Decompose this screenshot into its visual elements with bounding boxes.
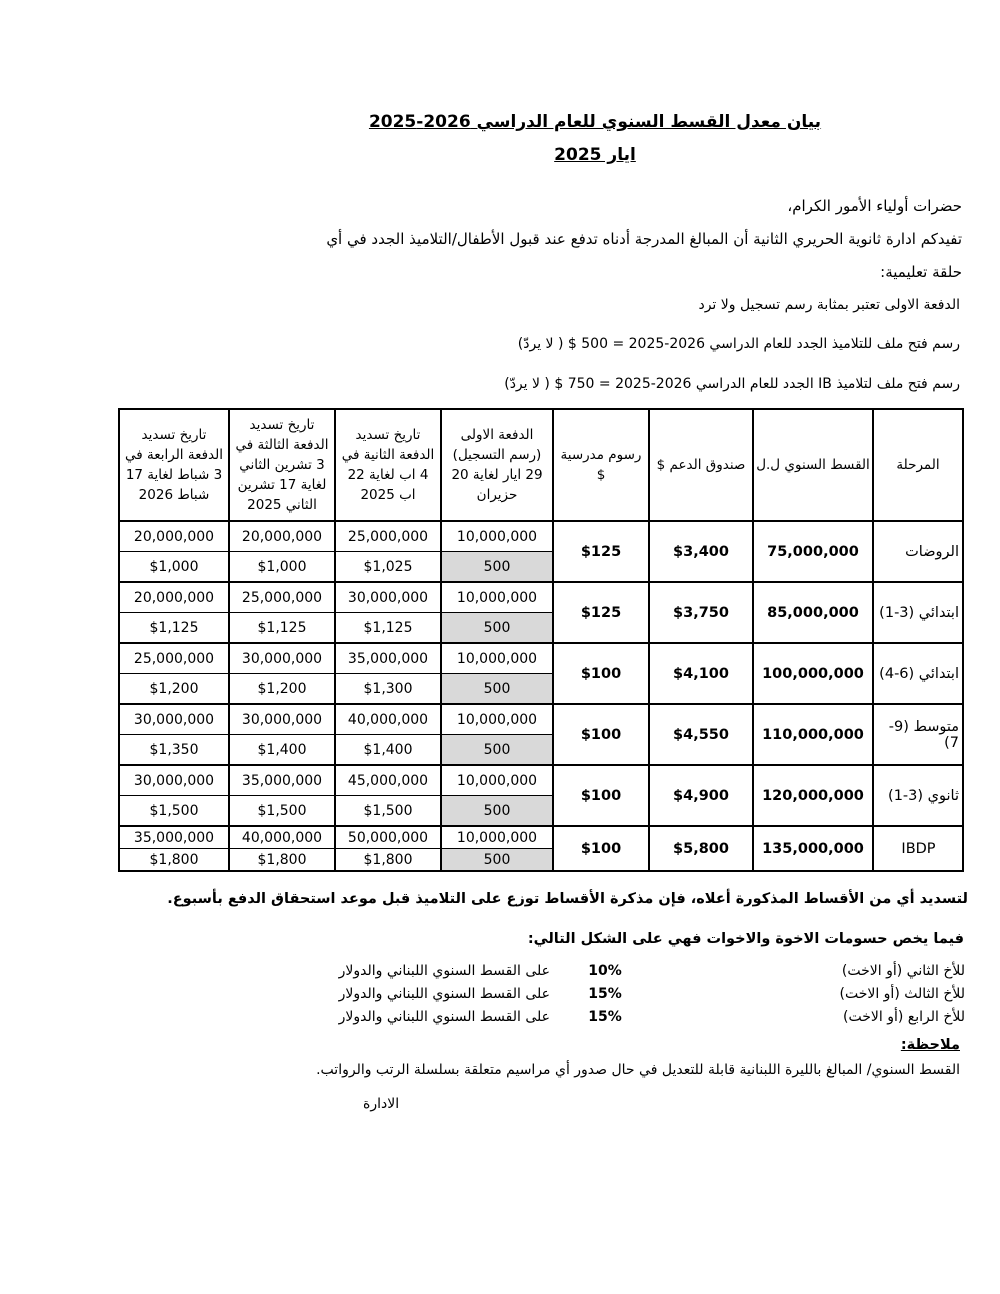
- discount-applies-to: على القسط السنوي اللبناني والدولار: [338, 963, 550, 979]
- payment-ll-cell: 20,000,000: [119, 582, 229, 613]
- payment-usd-cell: $1,800: [119, 849, 229, 872]
- header-first-payment: الدفعة الاولى (رسم التسجيل) 29 ايار لغاية 20 حزيران: [441, 409, 553, 521]
- school-fees-cell: $125: [553, 582, 649, 643]
- payment-usd-cell: $1,000: [229, 552, 335, 583]
- registration-usd-cell: 500: [441, 552, 553, 583]
- sibling-discount-list: [330, 960, 965, 1029]
- intro-body-line-2: حلقة تعليمية:: [880, 263, 962, 281]
- payment-usd-cell: $1,125: [335, 613, 441, 644]
- payment-usd-cell: $1,125: [119, 613, 229, 644]
- header-fourth-payment: تاريخ تسديد الدفعة الرابعة في 3 شباط لغاية 17 شباط 2026: [119, 409, 229, 521]
- discount-row: [330, 983, 965, 1006]
- annual-installment-cell: 100,000,000: [753, 643, 873, 704]
- header-row: [119, 409, 963, 521]
- discount-label: للأخ الثاني (أو الاخت): [841, 963, 965, 979]
- stage-row-ll: [119, 582, 963, 613]
- support-fund-cell: $4,900: [649, 765, 753, 826]
- document-title: [228, 106, 962, 172]
- header-school-fees: رسوم مدرسية $: [553, 409, 649, 521]
- payment-ll-cell: 40,000,000: [229, 826, 335, 849]
- stage-row-ll: [119, 643, 963, 674]
- discount-label: للأخ الثالث (أو الاخت): [839, 986, 965, 1002]
- stage-row-ll: [119, 704, 963, 735]
- stage-cell: ثانوي (3-1): [873, 765, 963, 826]
- fees-table-header: [119, 409, 963, 521]
- payment-ll-cell: 25,000,000: [119, 643, 229, 674]
- intro-greeting: حضرات أولياء الأمور الكرام،: [787, 197, 962, 215]
- payment-ll-cell: 30,000,000: [335, 582, 441, 613]
- header-support-fund: صندوق الدعم $: [649, 409, 753, 521]
- payment-usd-cell: $1,025: [335, 552, 441, 583]
- registration-usd-cell: 500: [441, 674, 553, 705]
- payment-usd-cell: $1,800: [229, 849, 335, 872]
- payment-ll-cell: 10,000,000: [441, 704, 553, 735]
- payment-ll-cell: 50,000,000: [335, 826, 441, 849]
- discount-percent: 15%: [588, 1009, 622, 1025]
- discount-percent: 15%: [588, 986, 622, 1002]
- annual-installment-cell: 75,000,000: [753, 521, 873, 582]
- note-body: القسط السنوي/ المبالغ بالليرة اللبنانية قابلة للتعديل في حال صدور أي مراسيم متعلقة بسلسلة الرتب والرواتب.: [316, 1062, 960, 1078]
- school-fees-cell: $100: [553, 765, 649, 826]
- stage-row-ll: [119, 521, 963, 552]
- title-line-1: بيان معدل القسط السنوي للعام الدراسي 2026-2025: [368, 112, 822, 132]
- stage-row-ll: [119, 826, 963, 849]
- intro-body-line-1: تفيدكم ادارة ثانوية الحريري الثانية أن المبالغ المدرجة أدناه تدفع عند قبول الأطفال/التلاميذ الجدد في أي: [326, 230, 962, 248]
- payment-ll-cell: 35,000,000: [229, 765, 335, 796]
- discount-applies-to: على القسط السنوي اللبناني والدولار: [338, 1009, 550, 1025]
- payment-ll-cell: 30,000,000: [229, 643, 335, 674]
- payment-usd-cell: $1,300: [335, 674, 441, 705]
- payment-usd-cell: $1,800: [335, 849, 441, 872]
- registration-usd-cell: 500: [441, 796, 553, 827]
- stage-cell: ابتدائي (3-1): [873, 582, 963, 643]
- fees-table-wrapper: [118, 408, 964, 872]
- payment-ll-cell: 20,000,000: [119, 521, 229, 552]
- payment-ll-cell: 45,000,000: [335, 765, 441, 796]
- payment-usd-cell: $1,200: [119, 674, 229, 705]
- payment-ll-cell: 30,000,000: [229, 704, 335, 735]
- discount-row: [330, 960, 965, 983]
- payment-ll-cell: 25,000,000: [335, 521, 441, 552]
- payment-ll-cell: 35,000,000: [335, 643, 441, 674]
- payment-usd-cell: $1,350: [119, 735, 229, 766]
- support-fund-cell: $5,800: [649, 826, 753, 871]
- registration-usd-cell: 500: [441, 849, 553, 872]
- payment-ll-cell: 10,000,000: [441, 826, 553, 849]
- stage-cell: ابتدائي (6-4): [873, 643, 963, 704]
- support-fund-cell: $4,550: [649, 704, 753, 765]
- sibling-discount-intro: فيما يخص حسومات الاخوة والاخوات فهي على الشكل التالي:: [527, 931, 964, 947]
- school-fees-cell: $100: [553, 704, 649, 765]
- discount-applies-to: على القسط السنوي اللبناني والدولار: [338, 986, 550, 1002]
- payment-ll-cell: 30,000,000: [119, 704, 229, 735]
- school-fees-cell: $100: [553, 643, 649, 704]
- support-fund-cell: $4,100: [649, 643, 753, 704]
- stage-row-ll: [119, 765, 963, 796]
- payment-ll-cell: 25,000,000: [229, 582, 335, 613]
- payment-usd-cell: $1,000: [119, 552, 229, 583]
- payment-usd-cell: $1,500: [119, 796, 229, 827]
- payment-ll-cell: 10,000,000: [441, 765, 553, 796]
- file-fee-new-students: رسم فتح ملف للتلاميذ الجدد للعام الدراسي 2026-2025 = 500 $ ( لا يردّ): [517, 336, 960, 352]
- payment-ll-cell: 30,000,000: [119, 765, 229, 796]
- discount-label: للأخ الرابع (أو الاخت): [843, 1009, 965, 1025]
- stage-cell: الروضات: [873, 521, 963, 582]
- payment-ll-cell: 35,000,000: [119, 826, 229, 849]
- payment-ll-cell: 10,000,000: [441, 643, 553, 674]
- payment-ll-cell: 40,000,000: [335, 704, 441, 735]
- payment-usd-cell: $1,500: [335, 796, 441, 827]
- discount-row: [330, 1006, 965, 1029]
- installment-memo-note: لتسديد أي من الأقساط المذكورة أعلاه، فإن مذكرة الأقساط توزع على التلاميذ قبل موعد استحقاق الدفع بأسبوع.: [167, 891, 968, 907]
- annual-installment-cell: 120,000,000: [753, 765, 873, 826]
- fees-table: [118, 408, 964, 872]
- registration-fee-note: الدفعة الاولى تعتبر بمثابة رسم تسجيل ولا ترد: [698, 297, 960, 313]
- stage-cell: IBDP: [873, 826, 963, 871]
- registration-usd-cell: 500: [441, 613, 553, 644]
- payment-usd-cell: $1,500: [229, 796, 335, 827]
- annual-installment-cell: 135,000,000: [753, 826, 873, 871]
- school-fees-cell: $125: [553, 521, 649, 582]
- support-fund-cell: $3,750: [649, 582, 753, 643]
- payment-ll-cell: 10,000,000: [441, 521, 553, 552]
- payment-usd-cell: $1,400: [335, 735, 441, 766]
- stage-cell: متوسط (9-7): [873, 704, 963, 765]
- header-second-payment: تاريخ تسديد الدفعة الثانية في 4 اب لغاية 22 اب 2025: [335, 409, 441, 521]
- fees-table-body: [119, 521, 963, 871]
- registration-usd-cell: 500: [441, 735, 553, 766]
- payment-usd-cell: $1,400: [229, 735, 335, 766]
- annual-installment-cell: 110,000,000: [753, 704, 873, 765]
- payment-ll-cell: 10,000,000: [441, 582, 553, 613]
- payment-usd-cell: $1,125: [229, 613, 335, 644]
- discount-percent: 10%: [588, 963, 622, 979]
- file-fee-ib-students: رسم فتح ملف لتلاميذ IB الجدد للعام الدراسي 2026-2025 = 750 $ ( لا يردّ): [504, 376, 960, 392]
- support-fund-cell: $3,400: [649, 521, 753, 582]
- intro-paragraph: [120, 190, 962, 289]
- payment-usd-cell: $1,200: [229, 674, 335, 705]
- header-third-payment: تاريخ تسديد الدفعة الثالثة في 3 تشرين الثاني لغاية 17 تشرين الثاني 2025: [229, 409, 335, 521]
- administration-signature: الادارة: [363, 1096, 400, 1112]
- school-fees-cell: $100: [553, 826, 649, 871]
- header-stage: المرحلة: [873, 409, 963, 521]
- annual-installment-cell: 85,000,000: [753, 582, 873, 643]
- payment-ll-cell: 20,000,000: [229, 521, 335, 552]
- header-annual-installment: القسط السنوي ل.ل: [753, 409, 873, 521]
- title-line-2: ايار 2025: [554, 145, 636, 165]
- note-heading: ملاحظة:: [900, 1037, 960, 1053]
